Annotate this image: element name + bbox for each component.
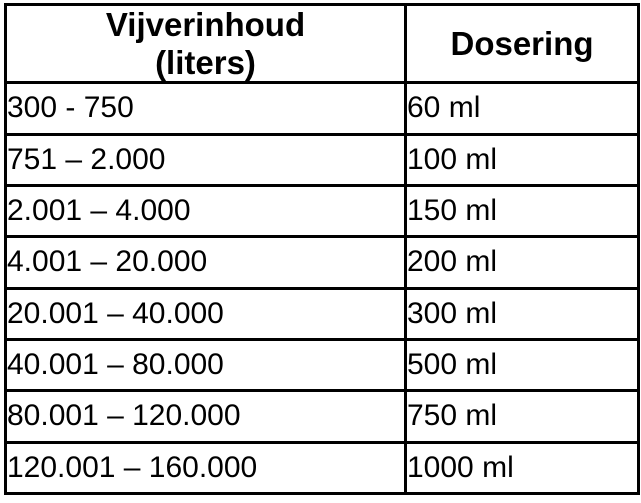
table-row xyxy=(6,83,639,134)
dosage-table-page xyxy=(0,3,641,503)
cell-dose: 60 ml xyxy=(406,83,639,134)
column-header-dose: Dosering xyxy=(406,5,639,83)
table-row xyxy=(6,339,639,390)
cell-volume: 120.001 – 160.000 xyxy=(6,442,406,493)
table-row xyxy=(6,442,639,493)
cell-dose: 150 ml xyxy=(406,185,639,236)
cell-dose: 1000 ml xyxy=(406,442,639,493)
table-row xyxy=(6,185,639,236)
column-header-volume xyxy=(6,5,406,83)
column-header-volume-line2: (liters) xyxy=(155,43,256,81)
cell-volume: 80.001 – 120.000 xyxy=(6,391,406,442)
table-row xyxy=(6,288,639,339)
dosage-table xyxy=(4,3,640,495)
cell-volume: 20.001 – 40.000 xyxy=(6,288,406,339)
cell-volume: 4.001 – 20.000 xyxy=(6,237,406,288)
cell-dose: 200 ml xyxy=(406,237,639,288)
cell-volume: 40.001 – 80.000 xyxy=(6,339,406,390)
cell-volume: 751 – 2.000 xyxy=(6,134,406,185)
cell-dose: 300 ml xyxy=(406,288,639,339)
cell-dose: 750 ml xyxy=(406,391,639,442)
header-row xyxy=(6,5,639,83)
cell-dose: 500 ml xyxy=(406,339,639,390)
cell-volume: 2.001 – 4.000 xyxy=(6,185,406,236)
table-header xyxy=(6,5,639,83)
cell-volume: 300 - 750 xyxy=(6,83,406,134)
table-row xyxy=(6,391,639,442)
table-body xyxy=(6,83,639,494)
table-row xyxy=(6,134,639,185)
table-row xyxy=(6,237,639,288)
column-header-volume-line1: Vijverinhoud xyxy=(105,6,306,43)
cell-dose: 100 ml xyxy=(406,134,639,185)
